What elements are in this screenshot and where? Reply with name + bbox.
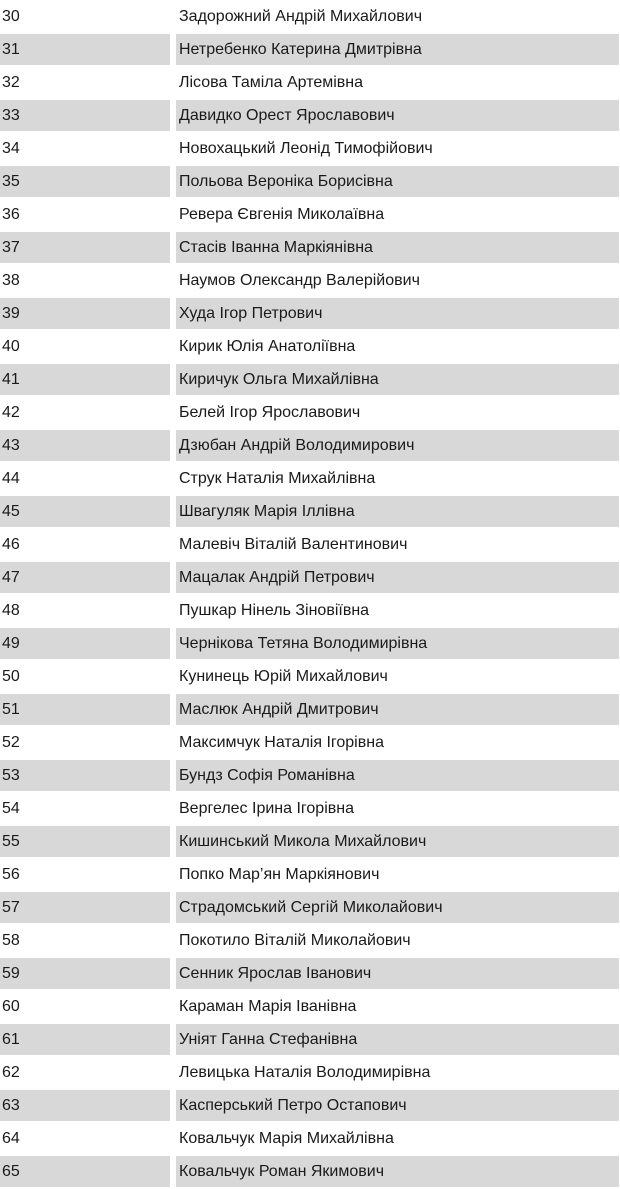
row-number: 41: [0, 364, 170, 395]
table-row: [0, 595, 620, 626]
table-row: [0, 1090, 620, 1121]
table-row: [0, 760, 620, 791]
person-name: Попко Мар’ян Маркіянович: [176, 859, 619, 890]
person-name: Кунинець Юрій Михайлович: [176, 661, 619, 692]
table-row: [0, 397, 620, 428]
table-row: [0, 133, 620, 164]
row-number: 34: [0, 133, 170, 164]
row-number: 57: [0, 892, 170, 923]
row-number: 52: [0, 727, 170, 758]
person-name: Задорожний Андрій Михайлович: [176, 1, 619, 32]
person-name: Касперський Петро Остапович: [176, 1090, 619, 1121]
row-number: 53: [0, 760, 170, 791]
table-row: [0, 67, 620, 98]
person-name: Ковальчук Роман Якимович: [176, 1156, 619, 1187]
row-number: 30: [0, 1, 170, 32]
row-number: 37: [0, 232, 170, 263]
row-number: 55: [0, 826, 170, 857]
table-row: [0, 1, 620, 32]
row-number: 45: [0, 496, 170, 527]
table-row: [0, 1123, 620, 1154]
table-row: [0, 628, 620, 659]
row-number: 44: [0, 463, 170, 494]
row-number: 58: [0, 925, 170, 956]
row-number: 64: [0, 1123, 170, 1154]
person-name: Дзюбан Андрій Володимирович: [176, 430, 619, 461]
person-name: Покотило Віталій Миколайович: [176, 925, 619, 956]
person-name: Кишинський Микола Михайлович: [176, 826, 619, 857]
table-row: [0, 661, 620, 692]
table-row: [0, 496, 620, 527]
person-name: Ревера Євгенія Миколаївна: [176, 199, 619, 230]
person-name: Польова Вероніка Борисівна: [176, 166, 619, 197]
row-number: 42: [0, 397, 170, 428]
row-number: 47: [0, 562, 170, 593]
row-number: 62: [0, 1057, 170, 1088]
table-row: [0, 100, 620, 131]
row-number: 39: [0, 298, 170, 329]
row-number: 49: [0, 628, 170, 659]
person-name: Швагуляк Марія Іллівна: [176, 496, 619, 527]
row-number: 35: [0, 166, 170, 197]
row-number: 46: [0, 529, 170, 560]
table-row: [0, 364, 620, 395]
row-number: 56: [0, 859, 170, 890]
row-number: 60: [0, 991, 170, 1022]
table-row: [0, 463, 620, 494]
person-name: Караман Марія Іванівна: [176, 991, 619, 1022]
row-number: 31: [0, 34, 170, 65]
table-row: [0, 925, 620, 956]
table-row: [0, 265, 620, 296]
row-number: 33: [0, 100, 170, 131]
person-name: Вергелес Ірина Ігорівна: [176, 793, 619, 824]
person-name: Белей Ігор Ярославович: [176, 397, 619, 428]
row-number: 43: [0, 430, 170, 461]
person-name: Уніят Ганна Стефанівна: [176, 1024, 619, 1055]
table-row: [0, 199, 620, 230]
table-row: [0, 793, 620, 824]
person-name: Наумов Олександр Валерійович: [176, 265, 619, 296]
row-number: 54: [0, 793, 170, 824]
row-number: 38: [0, 265, 170, 296]
table-row: [0, 727, 620, 758]
table-row: [0, 1024, 620, 1055]
person-name: Новохацький Леонід Тимофійович: [176, 133, 619, 164]
person-name: Страдомський Сергій Миколайович: [176, 892, 619, 923]
table-row: [0, 232, 620, 263]
table-row: [0, 562, 620, 593]
person-name: Малевіч Віталій Валентинович: [176, 529, 619, 560]
table-row: [0, 529, 620, 560]
row-number: 50: [0, 661, 170, 692]
table-row: [0, 166, 620, 197]
row-number: 65: [0, 1156, 170, 1187]
table-row: [0, 694, 620, 725]
person-name: Бундз Софія Романівна: [176, 760, 619, 791]
person-name: Пушкар Нінель Зіновіївна: [176, 595, 619, 626]
table-row: [0, 859, 620, 890]
row-number: 48: [0, 595, 170, 626]
person-name: Давидко Орест Ярославович: [176, 100, 619, 131]
person-name: Лісова Таміла Артемівна: [176, 67, 619, 98]
row-number: 40: [0, 331, 170, 362]
person-name: Левицька Наталія Володимирівна: [176, 1057, 619, 1088]
person-name: Максимчук Наталія Ігорівна: [176, 727, 619, 758]
person-name: Стасів Іванна Маркіянівна: [176, 232, 619, 263]
row-number: 61: [0, 1024, 170, 1055]
person-name: Кирик Юлія Анатоліївна: [176, 331, 619, 362]
table-row: [0, 1156, 620, 1187]
results-table: [0, 1, 620, 1189]
person-name: Струк Наталія Михайлівна: [176, 463, 619, 494]
table-row: [0, 892, 620, 923]
person-name: Мацалак Андрій Петрович: [176, 562, 619, 593]
person-name: Ковальчук Марія Михайлівна: [176, 1123, 619, 1154]
person-name: Нетребенко Катерина Дмитрівна: [176, 34, 619, 65]
table-row: [0, 331, 620, 362]
table-row: [0, 430, 620, 461]
table-row: [0, 298, 620, 329]
person-name: Киричук Ольга Михайлівна: [176, 364, 619, 395]
table-row: [0, 1057, 620, 1088]
row-number: 63: [0, 1090, 170, 1121]
person-name: Сенник Ярослав Іванович: [176, 958, 619, 989]
table-row: [0, 826, 620, 857]
row-number: 59: [0, 958, 170, 989]
person-name: Худа Ігор Петрович: [176, 298, 619, 329]
row-number: 32: [0, 67, 170, 98]
table-row: [0, 958, 620, 989]
table-row: [0, 991, 620, 1022]
row-number: 51: [0, 694, 170, 725]
row-number: 36: [0, 199, 170, 230]
table-row: [0, 34, 620, 65]
person-name: Чернікова Тетяна Володимирівна: [176, 628, 619, 659]
person-name: Маслюк Андрій Дмитрович: [176, 694, 619, 725]
